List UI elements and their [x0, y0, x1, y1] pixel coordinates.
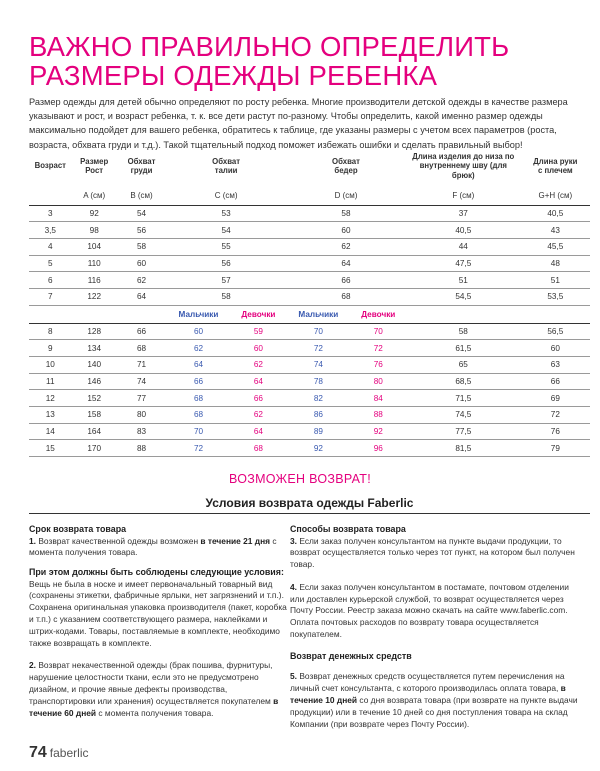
conditions-text: Вещь не была в носке и имеет первоначальный товарный вид (сохранены этикетки, фабричные ярлыки, нет загрязнений и т.п.). Сохранена оригинальная упаковка производителя (пакет, коробка и т.п.) с указанием соответствующего размера, наклейками и штрих-кодами. Товары, поставляемые в комплекте, необходимо также возвращать в комплекте.	[29, 578, 287, 648]
table-cell: 40,5	[521, 205, 590, 222]
table-cell: 89	[286, 423, 351, 440]
table-cell: 64	[231, 373, 286, 390]
table-cell: 68	[286, 288, 406, 305]
unit-size: A (см)	[72, 187, 117, 205]
table-cell: 64	[231, 423, 286, 440]
table-row	[29, 205, 590, 222]
table-cell: 116	[72, 272, 117, 289]
table-cell: 56	[166, 255, 286, 272]
table-row	[29, 222, 590, 239]
table-cell: 62	[166, 340, 231, 357]
table-cell: 152	[72, 390, 117, 407]
table-cell: 61,5	[406, 340, 521, 357]
table-cell: 54	[166, 222, 286, 239]
table-cell: 53	[166, 205, 286, 222]
table-cell: 92	[286, 440, 351, 457]
table-cell: 65	[406, 357, 521, 374]
table-cell: 71	[117, 357, 166, 374]
table-cell: 72	[286, 340, 351, 357]
table-cell: 58	[406, 323, 521, 340]
table-cell: 158	[72, 407, 117, 424]
table-row	[29, 407, 590, 424]
table-cell: 68	[166, 407, 231, 424]
table-cell: 37	[406, 205, 521, 222]
return-method-post-text: 4. Если заказ получен консультантом в постамате, почтовом отделении или доставлен курьерской службой, то возврат осуществляется через Почту России. Реестр заказа можно скачать на сайте www.faberlic.com. Оплата почтовых расходов по возврату товара осуществляется покупателем.	[290, 581, 569, 640]
table-cell: 83	[117, 423, 166, 440]
table-cell: 110	[72, 255, 117, 272]
table-row	[29, 238, 590, 255]
table-cell: 5	[29, 255, 72, 272]
unit-inseam: F (см)	[406, 187, 521, 205]
table-cell: 54,5	[406, 288, 521, 305]
table-cell: 98	[72, 222, 117, 239]
waist-girls-label: Девочки	[231, 305, 286, 323]
table-cell: 56,5	[521, 323, 590, 340]
table-cell: 66	[117, 323, 166, 340]
table-cell: 68,5	[406, 373, 521, 390]
table-cell: 82	[286, 390, 351, 407]
table-cell: 70	[166, 423, 231, 440]
table-cell: 80	[351, 373, 406, 390]
table-cell: 3,5	[29, 222, 72, 239]
table-cell: 68	[231, 440, 286, 457]
header-age: Возраст	[34, 161, 66, 171]
size-table-gender-body	[29, 323, 590, 457]
intro-paragraph: Размер одежды для детей обычно определяют по росту ребенка. Многие производители детской одежды в качестве размера указывают и рост, и возраст ребенка, т. к. все дети растут по-разному. Чтобы определить, какой именно размер одежды максимально подойдет для вашего ребенка, обратитесь к таблице, где указаны размеры с учетом всех параметров (роста, возраста, обхвата груди и т.д.). Такой тщательный подход поможет избежать ошибки и сделать правильный выбор!	[29, 97, 568, 150]
table-cell: 13	[29, 407, 72, 424]
unit-age	[29, 187, 72, 205]
page-title	[29, 32, 589, 90]
table-cell: 64	[117, 288, 166, 305]
table-cell: 164	[72, 423, 117, 440]
refund-heading: Возврат денежных средств	[290, 650, 412, 661]
table-cell: 66	[231, 390, 286, 407]
table-cell: 10	[29, 357, 72, 374]
table-cell: 14	[29, 423, 72, 440]
table-cell: 63	[521, 357, 590, 374]
table-cell: 57	[166, 272, 286, 289]
gender-row	[29, 305, 590, 323]
return-method-pickup-text: 3. Если заказ получен консультантом на пункте выдачи продукции, то возврат осуществляется только через тот пункт, на котором был получен товар.	[290, 535, 575, 570]
table-cell: 66	[166, 373, 231, 390]
hips-boys-label: Мальчики	[286, 305, 351, 323]
table-cell: 51	[406, 272, 521, 289]
table-cell: 56	[117, 222, 166, 239]
table-cell: 86	[286, 407, 351, 424]
header-hips: Обхват бедер	[332, 156, 360, 175]
table-cell: 60	[231, 340, 286, 357]
size-table-header-row	[29, 145, 590, 187]
waist-boys-label: Мальчики	[166, 305, 231, 323]
table-cell: 92	[72, 205, 117, 222]
table-row	[29, 390, 590, 407]
table-cell: 77	[117, 390, 166, 407]
table-cell: 8	[29, 323, 72, 340]
table-cell: 40,5	[406, 222, 521, 239]
table-cell: 7	[29, 288, 72, 305]
table-cell: 77,5	[406, 423, 521, 440]
table-cell: 104	[72, 238, 117, 255]
unit-sleeve: G+H (см)	[521, 187, 590, 205]
return-period-heading: Срок возврата товара	[29, 524, 127, 534]
header-sleeve: Длина руки с плечем	[533, 156, 578, 175]
table-cell: 3	[29, 205, 72, 222]
table-cell: 70	[351, 323, 406, 340]
table-cell: 84	[351, 390, 406, 407]
table-cell: 59	[231, 323, 286, 340]
table-cell: 60	[117, 255, 166, 272]
table-cell: 64	[166, 357, 231, 374]
table-row	[29, 288, 590, 305]
table-cell: 48	[521, 255, 590, 272]
table-cell: 58	[166, 288, 286, 305]
hips-girls-label: Девочки	[351, 305, 406, 323]
table-cell: 122	[72, 288, 117, 305]
table-cell: 76	[351, 357, 406, 374]
table-cell: 134	[72, 340, 117, 357]
table-cell: 11	[29, 373, 72, 390]
table-cell: 79	[521, 440, 590, 457]
table-cell: 6	[29, 272, 72, 289]
table-cell: 4	[29, 238, 72, 255]
table-cell: 62	[117, 272, 166, 289]
table-row	[29, 423, 590, 440]
table-cell: 53,5	[521, 288, 590, 305]
table-cell: 64	[286, 255, 406, 272]
table-row	[29, 272, 590, 289]
brand-logo: faberlic	[49, 746, 89, 760]
table-cell: 55	[166, 238, 286, 255]
size-table-units-row	[29, 187, 590, 205]
table-cell: 74	[286, 357, 351, 374]
page-title-line-2: РАЗМЕРЫ ОДЕЖДЫ РЕБЕНКА	[29, 60, 438, 91]
table-row	[29, 440, 590, 457]
table-cell: 88	[117, 440, 166, 457]
table-cell: 170	[72, 440, 117, 457]
return-conditions-left	[29, 520, 291, 719]
table-cell: 76	[521, 423, 590, 440]
header-waist: Обхват талии	[212, 156, 241, 175]
table-cell: 88	[351, 407, 406, 424]
return-methods-heading: Способы возврата товара	[290, 524, 406, 534]
table-cell: 60	[521, 340, 590, 357]
table-cell: 80	[117, 407, 166, 424]
size-table	[29, 145, 590, 457]
header-inseam: Длина изделия до низа по внутреннему шву (для брюк)	[412, 151, 515, 180]
table-cell: 128	[72, 323, 117, 340]
table-cell: 62	[286, 238, 406, 255]
table-cell: 72	[166, 440, 231, 457]
table-cell: 43	[521, 222, 590, 239]
table-cell: 72	[521, 407, 590, 424]
table-cell: 62	[231, 357, 286, 374]
unit-hips: D (см)	[286, 187, 406, 205]
table-cell: 74	[117, 373, 166, 390]
table-cell: 71,5	[406, 390, 521, 407]
table-cell: 78	[286, 373, 351, 390]
header-size: Размер Рост	[80, 156, 109, 175]
page-footer	[29, 744, 88, 762]
table-cell: 47,5	[406, 255, 521, 272]
table-cell: 60	[286, 222, 406, 239]
page-title-line-1: ВАЖНО ПРАВИЛЬНО ОПРЕДЕЛИТЬ	[29, 31, 510, 62]
table-cell: 146	[72, 373, 117, 390]
table-cell: 96	[351, 440, 406, 457]
refund-text: 5. Возврат денежных средств осуществляется путем перечисления на личный счет консультанта, с которого производилась оплата товара, в течение 10 дней со дня возврата товара (при возврате на пункте выдачи продукции) или в течение 10 дней со дня поступления товара на склад Компании (при возврате через Почту России).	[290, 671, 578, 729]
table-cell: 69	[521, 390, 590, 407]
page-number: 74	[29, 744, 47, 761]
table-cell: 44	[406, 238, 521, 255]
table-row	[29, 255, 590, 272]
return-banner: ВОЗМОЖЕН ВОЗВРАТ!	[228, 472, 372, 486]
unit-chest: B (см)	[117, 187, 166, 205]
table-row	[29, 340, 590, 357]
conditions-heading: При этом должны быть соблюдены следующие условия:	[29, 567, 284, 578]
table-cell: 72	[351, 340, 406, 357]
table-cell: 70	[286, 323, 351, 340]
table-cell: 62	[231, 407, 286, 424]
table-cell: 68	[166, 390, 231, 407]
unit-waist: C (см)	[166, 187, 286, 205]
table-row	[29, 357, 590, 374]
table-cell: 12	[29, 390, 72, 407]
table-cell: 15	[29, 440, 72, 457]
table-cell: 60	[166, 323, 231, 340]
return-period-text: 1. Возврат качественной одежды возможен в течение 21 дня с момента получения товара.	[29, 535, 277, 558]
table-cell: 51	[521, 272, 590, 289]
table-cell: 58	[117, 238, 166, 255]
defective-return-text: 2. Возврат некачественной одежды (брак пошива, фурнитуры, нарушение целостности ткани, если это не предусмотрено дизайном, и прочие явные дефекты производства, транспортировки или хранения) осуществляется покупателем в течение 60 дней с момента получения товара.	[29, 660, 279, 718]
size-table-unisex-body	[29, 205, 590, 305]
table-cell: 92	[351, 423, 406, 440]
header-chest: Обхват груди	[127, 156, 156, 175]
table-cell: 58	[286, 205, 406, 222]
size-table-gender-header	[29, 305, 590, 323]
table-cell: 140	[72, 357, 117, 374]
table-cell: 81,5	[406, 440, 521, 457]
conditions-title: Условия возврата одежды Faberlic	[29, 496, 590, 514]
table-cell: 66	[521, 373, 590, 390]
table-row	[29, 323, 590, 340]
table-row	[29, 373, 590, 390]
return-conditions-right	[290, 520, 580, 730]
table-cell: 54	[117, 205, 166, 222]
table-cell: 66	[286, 272, 406, 289]
table-cell: 9	[29, 340, 72, 357]
table-cell: 45,5	[521, 238, 590, 255]
table-cell: 68	[117, 340, 166, 357]
table-cell: 74,5	[406, 407, 521, 424]
